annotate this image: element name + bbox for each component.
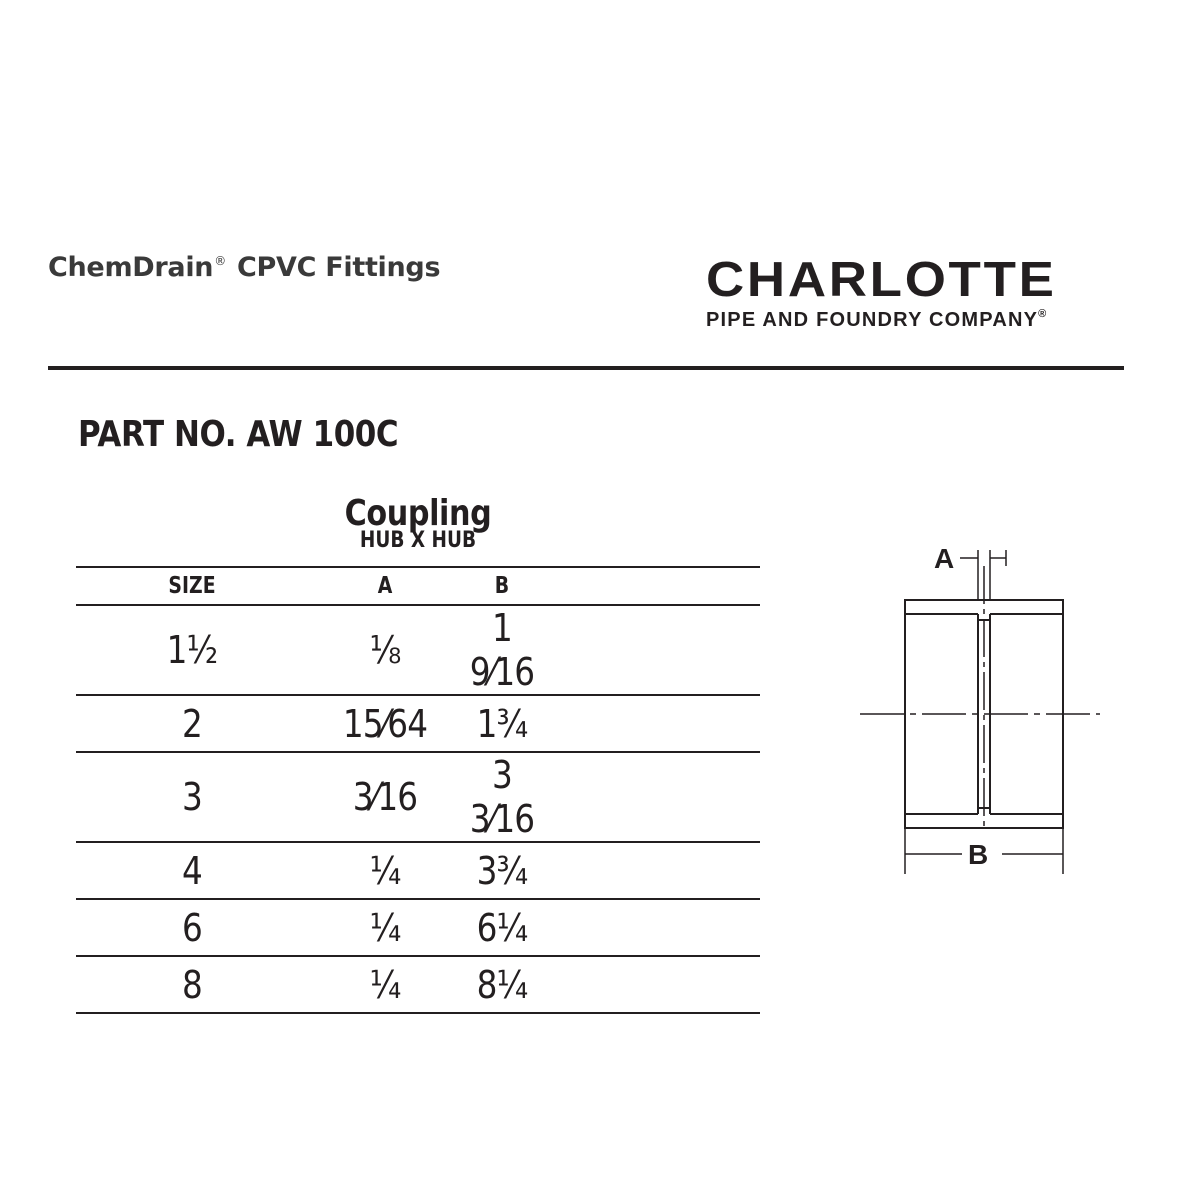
cell-empty — [557, 842, 744, 899]
header-divider — [48, 366, 1124, 370]
table-row — [76, 695, 760, 752]
table-header-row — [76, 567, 760, 605]
cell-b: 3 3⁄16 — [469, 753, 535, 841]
cell-size: 6 — [182, 905, 202, 950]
cell-b: 8¼ — [476, 962, 528, 1007]
part-number: PART NO. AW 100C — [78, 414, 399, 455]
column-header-size: SIZE — [168, 573, 216, 599]
column-header-empty — [562, 567, 741, 605]
product-type: CPVC Fittings — [237, 252, 441, 283]
table-row — [76, 605, 760, 695]
cell-b: 1 9⁄16 — [469, 606, 535, 694]
cell-a: ¼ — [369, 848, 401, 893]
coupling-diagram — [856, 536, 1106, 881]
dim-label-a: A — [934, 543, 955, 574]
cell-a: ⅛ — [369, 628, 401, 672]
cell-b: 1¾ — [476, 701, 528, 746]
cell-size: 8 — [182, 962, 202, 1007]
table-row — [76, 899, 760, 956]
column-header-b: B — [494, 573, 510, 599]
logo-subline — [706, 308, 1126, 332]
cell-a: ¼ — [369, 905, 401, 950]
product-connection: HUB X HUB — [359, 528, 477, 553]
cell-empty — [557, 752, 744, 842]
cell-b: 3¾ — [476, 848, 528, 893]
cell-empty — [557, 605, 744, 695]
cell-b: 6¼ — [476, 905, 528, 950]
logo-wordmark: CHARLOTTE — [706, 253, 1057, 307]
logo-registered-mark: ® — [1038, 308, 1048, 320]
dim-label-b: B — [968, 839, 989, 870]
cell-size: 2 — [182, 701, 202, 746]
column-header-a: A — [377, 573, 393, 599]
cell-a: 15⁄64 — [342, 701, 428, 746]
product-name: Coupling — [344, 493, 492, 534]
cell-size: 1½ — [166, 628, 218, 672]
logo-subline-text: PIPE AND FOUNDRY COMPANY — [706, 309, 1039, 331]
product-title — [76, 494, 760, 552]
registered-mark: ® — [214, 254, 226, 268]
cell-a: ¼ — [369, 962, 401, 1007]
cell-size: 4 — [182, 848, 202, 893]
product-line-name: ChemDrain — [48, 252, 214, 283]
cell-empty — [557, 695, 744, 752]
charlotte-logo — [706, 254, 1126, 332]
table-row — [76, 956, 760, 1013]
table-row — [76, 752, 760, 842]
cell-empty — [557, 899, 744, 956]
dimension-table — [76, 566, 760, 1014]
cell-size: 3 — [182, 775, 202, 819]
cell-a: 3⁄16 — [352, 775, 418, 819]
cell-empty — [557, 956, 744, 1013]
product-line-title — [48, 252, 440, 283]
table-row — [76, 842, 760, 899]
